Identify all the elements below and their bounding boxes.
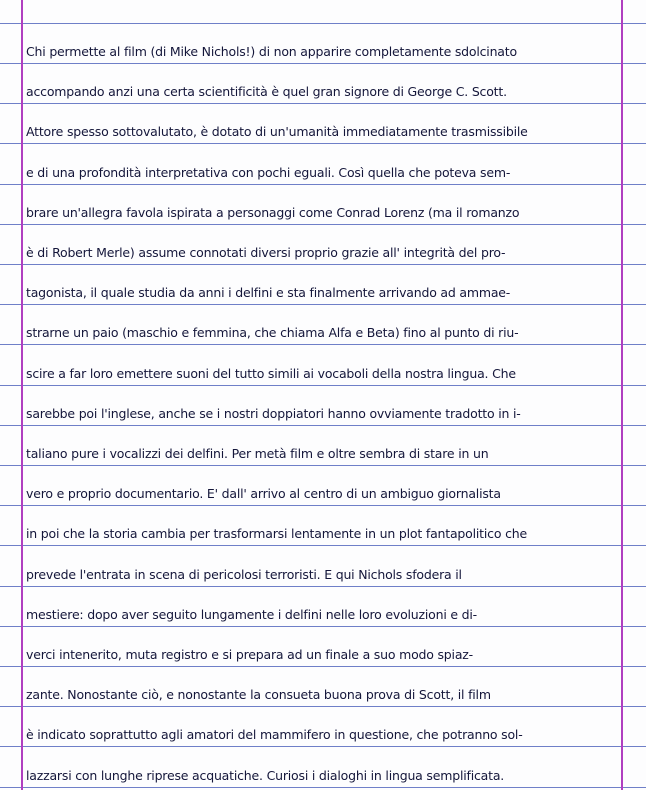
text-line: Chi permette al film (di Mike Nichols!) di non apparire completamente sdolcinato — [26, 44, 517, 59]
text-line: scire a far loro emettere suoni del tutto simili ai vocaboli della nostra lingua. Che — [26, 366, 516, 381]
text-line: brare un'allegra favola ispirata a personaggi come Conrad Lorenz (ma il romanzo — [26, 205, 520, 220]
text-line: mestiere: dopo aver seguito lungamente i delfini nelle loro evoluzioni e di- — [26, 607, 478, 622]
text-line: accompando anzi una certa scientificità è quel gran signore di George C. Scott. — [26, 84, 507, 99]
text-line: tagonista, il quale studia da anni i delfini e sta finalmente arrivando ad ammae- — [26, 285, 511, 300]
text-line: taliano pure i vocalizzi dei delfini. Per metà film e oltre sembra di stare in un — [26, 446, 489, 461]
text-line: è di Robert Merle) assume connotati diversi proprio grazie all' integrità del pro- — [26, 245, 506, 260]
text-line: Attore spesso sottovalutato, è dotato di un'umanità immediatamente trasmissibile — [26, 124, 528, 139]
text-line: strarne un paio (maschio e femmina, che chiama Alfa e Beta) fino al punto di riu- — [26, 325, 519, 340]
left-margin-line — [21, 0, 23, 790]
text-line: vero e proprio documentario. E' dall' arrivo al centro di un ambiguo giornalista — [26, 486, 501, 501]
text-line: e di una profondità interpretativa con pochi eguali. Così quella che poteva sem- — [26, 165, 511, 180]
text-line: in poi che la storia cambia per trasformarsi lentamente in un plot fantapolitico che — [26, 526, 527, 541]
text-line: prevede l'entrata in scena di pericolosi terroristi. E qui Nichols sfodera il — [26, 567, 462, 582]
text-line: sarebbe poi l'inglese, anche se i nostri doppiatori hanno ovviamente tradotto in i- — [26, 406, 521, 421]
text-line: zante. Nonostante ciò, e nonostante la consueta buona prova di Scott, il film — [26, 687, 491, 702]
text-line: verci intenerito, muta registro e si prepara ad un finale a suo modo spiaz- — [26, 647, 473, 662]
text-line: lazzarsi con lunghe riprese acquatiche. Curiosi i dialoghi in lingua semplificata. — [26, 768, 505, 783]
right-margin-line — [621, 0, 623, 790]
ruled-line — [0, 23, 646, 24]
text-line: è indicato soprattutto agli amatori del mammifero in questione, che potranno sol- — [26, 727, 523, 742]
